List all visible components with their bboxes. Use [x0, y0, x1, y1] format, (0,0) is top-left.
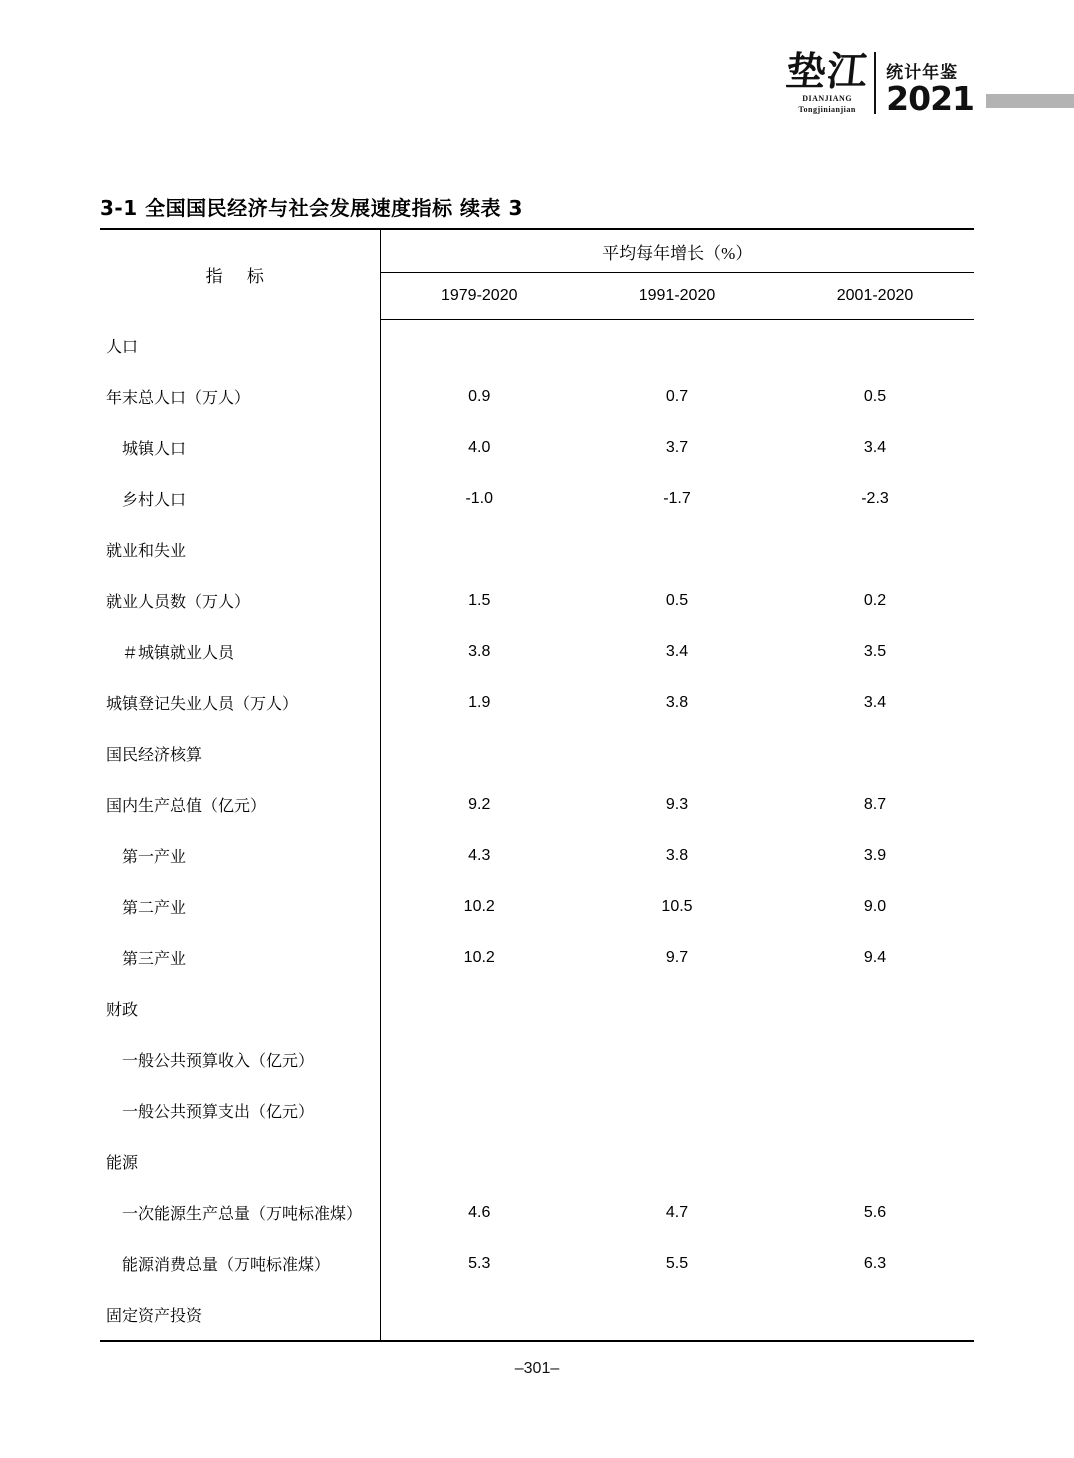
table-row	[100, 422, 974, 473]
row-value-2: -1.7	[663, 489, 691, 507]
row-value-3	[776, 524, 974, 575]
row-value-1: 4.0	[468, 438, 491, 456]
logo-year: 2021	[886, 78, 974, 118]
table-row	[100, 728, 974, 779]
table-row	[100, 1238, 974, 1289]
table-row	[100, 830, 974, 881]
row-value-3: 9.4	[863, 948, 887, 966]
row-value-2	[578, 1034, 776, 1085]
column-header-period-2: 1991-2020	[578, 273, 776, 320]
row-label: 第二产业	[100, 881, 380, 932]
row-value-2	[578, 1136, 776, 1187]
table-row	[100, 371, 974, 422]
row-value-1: 4.3	[468, 846, 491, 864]
table-container	[100, 228, 974, 1342]
logo-main-text: 垫江	[783, 49, 871, 94]
row-value-3: 3.4	[863, 438, 887, 456]
row-value-1: 4.6	[468, 1203, 491, 1221]
row-label: 一次能源生产总量（万吨标准煤）	[100, 1187, 380, 1238]
row-label: 城镇登记失业人员（万人）	[100, 677, 380, 728]
row-value-1: 3.8	[468, 642, 491, 660]
row-value-1	[380, 728, 578, 779]
table-row	[100, 881, 974, 932]
row-label: 国内生产总值（亿元）	[100, 779, 380, 830]
row-value-1	[380, 983, 578, 1034]
row-value-3	[776, 1289, 974, 1341]
header-decorative-bar	[986, 94, 1074, 108]
row-value-2	[578, 983, 776, 1034]
row-value-3	[776, 1034, 974, 1085]
row-value-1	[380, 1085, 578, 1136]
row-value-3: 0.2	[863, 591, 887, 609]
row-label: 第三产业	[100, 932, 380, 983]
row-value-2: 9.3	[665, 795, 689, 813]
table-row	[100, 1034, 974, 1085]
row-value-2: 4.7	[665, 1203, 689, 1221]
table-row	[100, 1289, 974, 1341]
row-value-1	[380, 1289, 578, 1341]
row-label: 能源消费总量（万吨标准煤）	[100, 1238, 380, 1289]
row-value-3: 6.3	[863, 1254, 887, 1272]
column-header-period-3: 2001-2020	[776, 273, 974, 320]
table-row	[100, 524, 974, 575]
row-value-1	[380, 524, 578, 575]
row-label: 一般公共预算收入（亿元）	[100, 1034, 380, 1085]
row-value-2	[578, 728, 776, 779]
row-value-1: -1.0	[465, 489, 494, 507]
row-value-3: -2.3	[861, 489, 889, 507]
table-row	[100, 320, 974, 372]
logo-main-pinyin: DIANJIANG	[802, 94, 853, 103]
row-value-2: 3.4	[665, 642, 689, 660]
column-header-indicator: 指 标	[100, 229, 380, 320]
row-value-3: 3.4	[863, 693, 887, 711]
row-value-3	[776, 983, 974, 1034]
table-row	[100, 677, 974, 728]
logo-title-block	[880, 62, 974, 118]
logo-title: 统计年鉴	[886, 62, 959, 82]
page-number: –301–	[514, 1360, 560, 1377]
logo-sub-pinyin: Tongjinianjian	[798, 105, 856, 114]
row-value-1	[380, 320, 578, 372]
row-value-1: 5.3	[468, 1254, 491, 1272]
table-row	[100, 932, 974, 983]
row-value-1: 10.2	[463, 948, 495, 966]
row-value-3: 5.6	[863, 1203, 887, 1221]
table-row	[100, 1085, 974, 1136]
row-label: 就业人员数（万人）	[100, 575, 380, 626]
row-value-1	[380, 1034, 578, 1085]
row-value-2: 3.8	[665, 846, 689, 864]
row-value-3: 8.7	[863, 795, 887, 813]
page-title: 3-1 全国国民经济与社会发展速度指标 续表 3	[100, 196, 523, 220]
row-value-2: 5.5	[665, 1254, 689, 1272]
table-row	[100, 473, 974, 524]
row-label: 乡村人口	[100, 473, 380, 524]
row-value-3	[776, 1136, 974, 1187]
row-value-2	[578, 524, 776, 575]
statistics-table	[100, 228, 974, 1342]
row-value-1: 10.2	[463, 897, 495, 915]
table-row	[100, 1136, 974, 1187]
row-label: 能源	[100, 1136, 380, 1187]
row-value-2: 0.7	[665, 387, 689, 405]
row-value-2: 10.5	[661, 897, 693, 915]
row-label: 固定资产投资	[100, 1289, 380, 1341]
row-value-1: 9.2	[468, 795, 491, 813]
row-value-2	[578, 1289, 776, 1341]
row-value-1	[380, 1136, 578, 1187]
row-label: 人口	[100, 320, 380, 372]
row-value-3: 3.5	[863, 642, 887, 660]
row-label: 就业和失业	[100, 524, 380, 575]
table-row	[100, 983, 974, 1034]
row-value-2: 0.5	[665, 591, 689, 609]
table-row	[100, 626, 974, 677]
row-value-3: 3.9	[863, 846, 887, 864]
row-value-3	[776, 320, 974, 372]
row-label: 财政	[100, 983, 380, 1034]
row-label: 年末总人口（万人）	[100, 371, 380, 422]
table-body	[100, 229, 974, 1342]
row-value-2	[578, 320, 776, 372]
row-value-3: 0.5	[863, 387, 887, 405]
row-value-1: 1.9	[468, 693, 491, 711]
column-header-group: 平均每年增长（%）	[380, 229, 974, 273]
table-bottom-rule	[100, 1341, 974, 1342]
logo-chinese-block	[783, 49, 876, 114]
row-value-3	[776, 1085, 974, 1136]
page-header	[0, 49, 1074, 124]
row-label: 第一产业	[100, 830, 380, 881]
row-value-2	[578, 1085, 776, 1136]
row-label: 国民经济核算	[100, 728, 380, 779]
row-value-1: 0.9	[468, 387, 491, 405]
yearbook-logo	[783, 49, 974, 118]
row-label: ＃城镇就业人员	[100, 626, 380, 677]
column-header-period-1: 1979-2020	[380, 273, 578, 320]
row-value-3	[776, 728, 974, 779]
row-value-2: 9.7	[665, 948, 689, 966]
row-value-3: 9.0	[863, 897, 887, 915]
table-row	[100, 1187, 974, 1238]
table-header-row-group	[100, 229, 974, 273]
table-row	[100, 779, 974, 830]
row-value-2: 3.8	[665, 693, 689, 711]
row-value-2: 3.7	[665, 438, 689, 456]
row-label: 一般公共预算支出（亿元）	[100, 1085, 380, 1136]
row-label: 城镇人口	[100, 422, 380, 473]
row-value-1: 1.5	[468, 591, 491, 609]
table-row	[100, 575, 974, 626]
